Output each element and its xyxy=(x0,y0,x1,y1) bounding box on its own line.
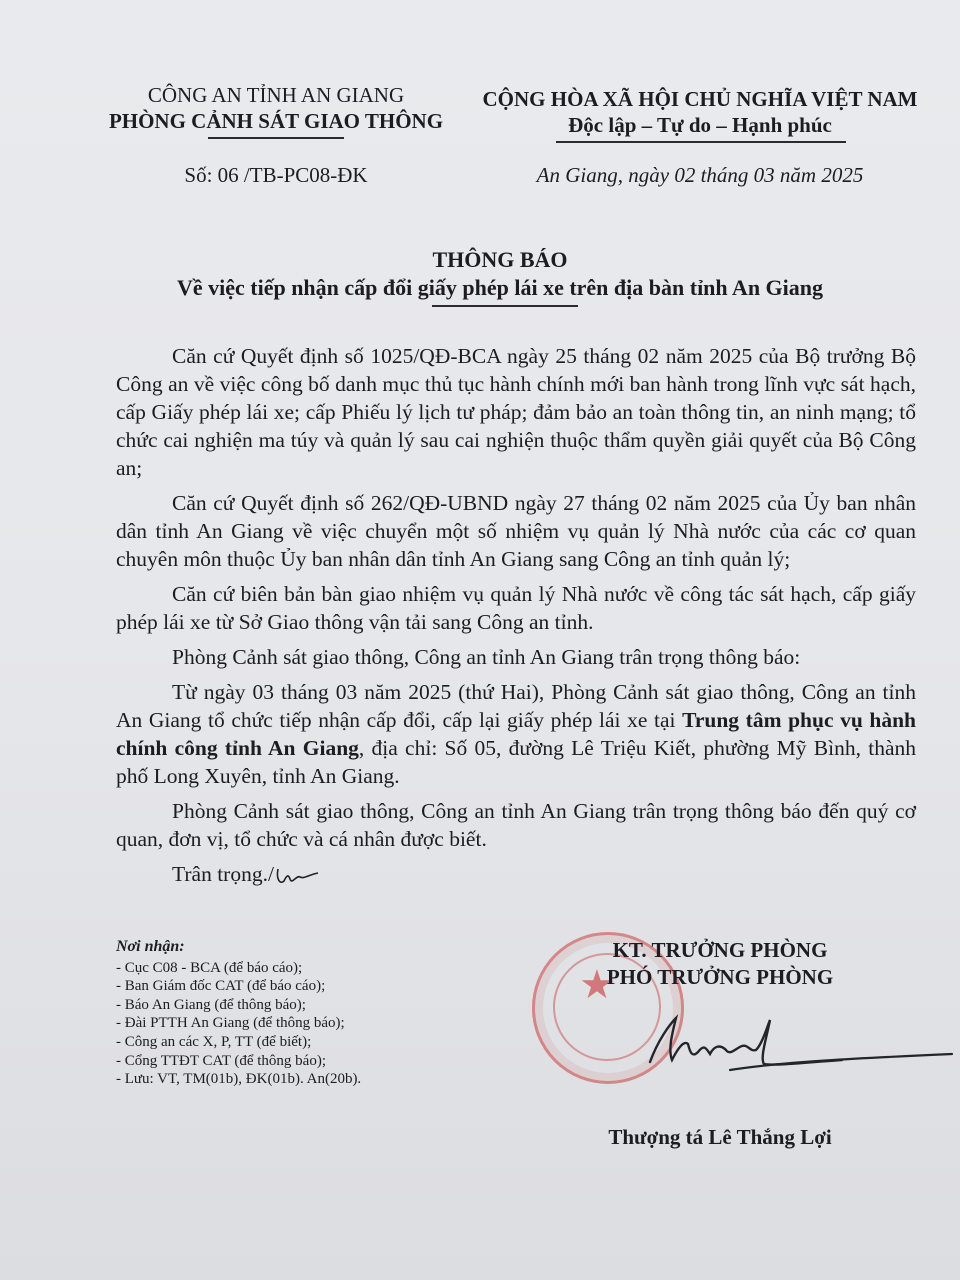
recipient-item: - Cổng TTĐT CAT (để thông báo); xyxy=(116,1052,326,1069)
closing-text: Trân trọng./ xyxy=(172,862,274,886)
paragraph-legal-basis-2: Căn cứ Quyết định số 262/QĐ-UBND ngày 27 tháng 02 năm 2025 của Ủy ban nhân dân tỉnh An Giang về việc chuyển một số nhiệm vụ quản lý Nhà nước của các cơ quan chuyên môn thuộc Ủy ban nhân dân tỉnh An Giang sang Công an tỉnh quản lý; xyxy=(116,491,916,571)
recipients-heading: Nơi nhận: xyxy=(116,938,185,955)
signature-title-2: PHÓ TRƯỞNG PHÒNG xyxy=(606,965,834,989)
paragraph-legal-basis-3: Căn cứ biên bản bàn giao nhiệm vụ quản lý Nhà nước về công tác sát hạch, cấp giấy phép lái xe từ Sở Giao thông vận tải sang Công an tỉnh. xyxy=(116,582,916,634)
place-date: An Giang, ngày 02 tháng 03 năm 2025 xyxy=(536,163,864,187)
paragraph-announcement-details xyxy=(116,678,916,790)
title-rule xyxy=(432,305,578,307)
agency-name: CÔNG AN TỈNH AN GIANG xyxy=(147,83,405,107)
details-text-end: , địa chỉ: Số 05, đường Lê Triệu Kiết, phường Mỹ Bình, thành phố Long Xuyên, tỉnh An Giang. xyxy=(116,736,917,788)
handwritten-signature-icon xyxy=(580,1000,960,1090)
document-body xyxy=(116,342,916,895)
seal-star-icon: ★ xyxy=(579,962,615,1007)
service-center-name: Trung tâm phục vụ hành chính công tỉnh An Giang xyxy=(116,708,917,760)
paragraph-closing-notice: Phòng Cảnh sát giao thông, Công an tỉnh An Giang trân trọng thông báo đến quý cơ quan, đơn vị, tổ chức và cá nhân được biết. xyxy=(116,799,916,851)
national-title: CỘNG HÒA XÃ HỘI CHỦ NGHĨA VIỆT NAM xyxy=(482,87,918,111)
signature-title-1: KT. TRƯỞNG PHÒNG xyxy=(612,938,828,962)
closing-greeting xyxy=(116,860,916,888)
initial-mark-icon xyxy=(274,865,320,887)
national-motto: Độc lập – Tự do – Hạnh phúc xyxy=(568,113,832,137)
document-subtitle: Về việc tiếp nhận cấp đổi giấy phép lái xe trên địa bàn tỉnh An Giang xyxy=(176,275,824,300)
recipient-item: - Báo An Giang (để thông báo); xyxy=(116,996,306,1013)
recipient-item: - Ban Giám đốc CAT (để báo cáo); xyxy=(116,978,326,995)
paragraph-announcement-intro: Phòng Cảnh sát giao thông, Công an tỉnh An Giang trân trọng thông báo: xyxy=(172,645,801,669)
document-title: THÔNG BÁO xyxy=(432,247,568,272)
right-header-rule xyxy=(556,141,846,143)
recipient-item: - Lưu: VT, TM(01b), ĐK(01b). An(20b). xyxy=(116,1071,362,1088)
left-header-rule xyxy=(208,137,344,139)
paragraph-legal-basis-1: Căn cứ Quyết định số 1025/QĐ-BCA ngày 25 tháng 02 năm 2025 của Bộ trưởng Bộ Công an về việc công bố danh mục thủ tục hành chính mới ban hành trong lĩnh vực sát hạch, cấp Giấy phép lái xe; cấp Phiếu lý lịch tư pháp; đảm bảo an toàn thông tin, an ninh mạng; tổ chức cai nghiện ma túy và quản lý sau cai nghiện thuộc thẩm quyền giải quyết của Bộ Công an; xyxy=(116,344,916,480)
document-number: Số: 06 /TB-PC08-ĐK xyxy=(184,163,368,187)
department-name: PHÒNG CẢNH SÁT GIAO THÔNG xyxy=(108,109,444,133)
recipients-list xyxy=(116,938,361,1089)
recipient-item: - Công an các X, P, TT (để biết); xyxy=(116,1033,312,1050)
recipient-item: - Đài PTTH An Giang (để thông báo); xyxy=(116,1015,345,1032)
signer-name: Thượng tá Lê Thắng Lợi xyxy=(608,1125,832,1149)
recipient-item: - Cục C08 - BCA (để báo cáo); xyxy=(116,959,303,976)
details-text-start: Từ ngày 03 tháng 03 năm 2025 (thứ Hai), Phòng Cảnh sát giao thông, Công an tỉnh An Giang tổ chức tiếp nhận cấp đổi, cấp lại giấy phép lái xe tại xyxy=(116,680,916,732)
